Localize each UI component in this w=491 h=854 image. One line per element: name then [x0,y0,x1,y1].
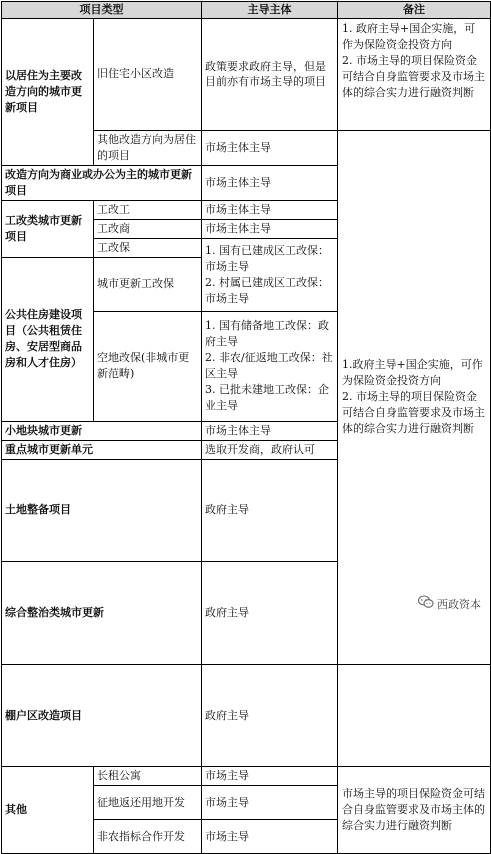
lead-entity-cell: 市场主体主导 [202,219,338,238]
remark-cell: 市场主导的项目保险资金可结合自身监管要求及市场主体的综合实力进行融资判断 [338,767,491,854]
sub-type-cell: 工改商 [94,219,202,238]
header-project-type: 项目类型 [2,2,202,19]
lead-entity-cell: 政策要求政府主导，但是目前亦有市场主导的项目 [202,18,338,130]
watermark-text: 西政资本 [437,597,481,611]
lead-entity-cell: 选取开发商，政府认可 [202,440,338,459]
table-row [2,664,491,767]
lead-entity-cell: 市场主导 [202,786,338,820]
remark-cell: 1. 政府主导+国企实施，可作为保险资金投资方向 2. 市场主导的项目保险资金可结合自身监管要求及市场主体的综合实力进行融资判断 [338,18,491,130]
project-type-cell: 公共住房建设项目（公共租赁住房、安居型商品房和人才住房） [2,257,94,421]
header-remarks: 备注 [338,2,491,19]
lead-entity-cell: 政府主导 [202,459,338,562]
sub-type-cell: 其他改造方向为居住的项目 [94,130,202,165]
lead-entity-cell: 市场主体主导 [202,200,338,219]
project-type-cell: 综合整治类城市更新 [2,562,202,665]
project-type-cell: 改造方向为商业或办公为主的城市更新项目 [2,165,202,200]
project-type-cell: 工改类城市更新项目 [2,200,94,257]
project-type-cell: 其他 [2,767,94,854]
sub-type-cell: 征地返还用地开发 [94,786,202,820]
city-renewal-table [1,1,491,854]
table-row [2,767,491,786]
lead-entity-cell: 市场主体主导 [202,130,338,165]
sub-type-cell: 非农指标合作开发 [94,820,202,854]
lead-entity-cell: 政府主导 [202,562,338,665]
wechat-icon [418,595,434,612]
lead-entity-cell: 市场主体主导 [202,421,338,440]
sub-type-cell: 长租公寓 [94,767,202,786]
lead-entity-cell: 市场主导 [202,767,338,786]
header-lead-entity: 主导主体 [202,2,338,19]
project-type-cell: 以居住为主要改造方向的城市更新项目 [2,18,94,165]
sub-type-cell: 旧住宅小区改造 [94,18,202,130]
sub-type-cell: 工改工 [94,200,202,219]
lead-entity-cell: 1. 国有已建成区工改保：市场主导 2. 村属已建成区工改保：市场主导 [202,238,338,311]
sub-type-cell: 空地改保(非城市更新范畴) [94,311,202,421]
sub-type-cell: 工改保 [94,238,202,257]
lead-entity-cell: 市场主导 [202,820,338,854]
table-header-row [2,2,491,19]
watermark [416,595,483,612]
remark-cell: 1.政府主导+国企实施，可作为保险资金投资方向 2. 市场主导的项目保险资金可结合自身监管要求及市场主体的综合实力进行融资判断 [338,130,491,664]
project-type-cell: 小地块城市更新 [2,421,202,440]
project-type-cell: 重点城市更新单元 [2,440,202,459]
lead-entity-cell: 政府主导 [202,664,338,767]
lead-entity-cell: 市场主体主导 [202,165,338,200]
sub-type-cell: 城市更新工改保 [94,257,202,311]
project-type-cell: 土地整备项目 [2,459,202,562]
project-type-cell: 棚户区改造项目 [2,664,202,767]
table-row [2,18,491,130]
lead-entity-cell: 1. 国有储备地工改保：政府主导 2. 非农/征返地工改保：社区主导 3. 已批未建地工改保：企业主导 [202,311,338,421]
